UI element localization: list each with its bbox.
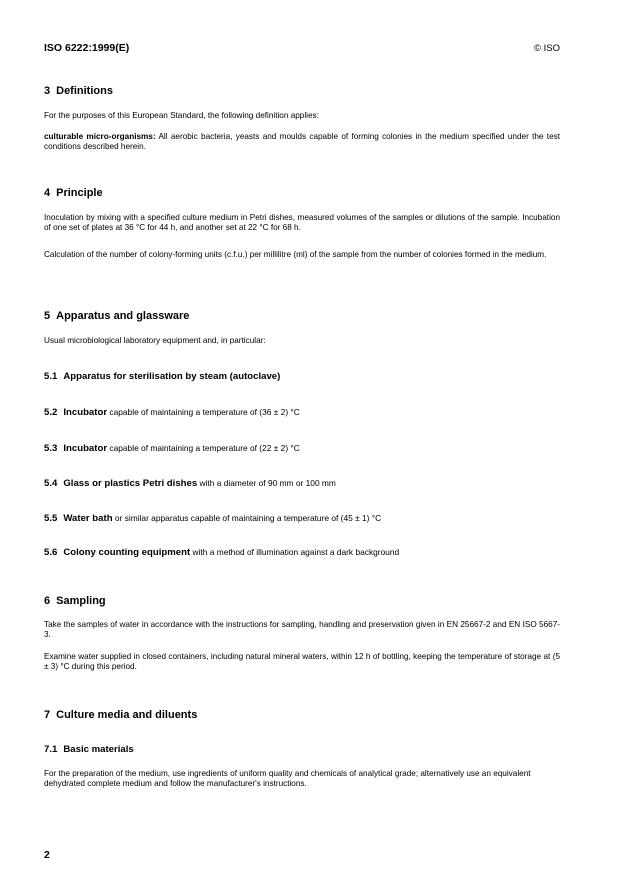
subsection-number: 7.1: [44, 744, 58, 755]
section-6-heading: [44, 595, 106, 607]
section-number: 4: [44, 187, 51, 199]
item-text: with a method of illumination against a dark background: [190, 547, 400, 557]
subsection-7-1-heading: [44, 744, 134, 755]
document-id: ISO 6222:1999(E): [44, 42, 130, 54]
page-number: 2: [44, 849, 50, 861]
item-number: 5.2: [44, 407, 58, 418]
defined-term: culturable micro-organisms:: [44, 132, 156, 141]
sampling-paragraph-2: Examine water supplied in closed containers, including natural mineral waters, within 12 h of bottling, keeping the temperature of storage at (5 ± 3) °C during this period.: [44, 652, 560, 672]
apparatus-intro: Usual microbiological laboratory equipment and, in particular:: [44, 336, 266, 345]
section-4-heading: [44, 187, 103, 199]
section-3-heading: [44, 85, 113, 97]
item-label: Colony counting equipment: [63, 547, 191, 558]
principle-paragraph-2: Calculation of the number of colony-forming units (c.f.u.) per millilitre (ml) of the sample from the number of colonies formed in the medium.: [44, 250, 547, 259]
item-number: 5.4: [44, 478, 58, 489]
section-title: Principle: [56, 187, 103, 199]
sampling-paragraph-1: Take the samples of water in accordance with the instructions for sampling, handling and preservation given in EN 25667-2 and EN ISO 5667-3.: [44, 620, 560, 640]
section-title: Sampling: [56, 595, 106, 607]
section-title: Definitions: [56, 85, 113, 97]
item-label: Incubator: [63, 407, 108, 418]
section-3-intro: For the purposes of this European Standard, the following definition applies:: [44, 111, 319, 120]
item-number: 5.1: [44, 371, 58, 382]
subsection-title: Basic materials: [63, 744, 134, 755]
item-label: Glass or plastics Petri dishes: [63, 478, 198, 489]
apparatus-item: [44, 371, 280, 382]
apparatus-item: [44, 443, 300, 454]
section-number: 5: [44, 310, 51, 322]
item-label: Incubator: [63, 443, 108, 454]
apparatus-item: [44, 407, 300, 418]
item-number: 5.5: [44, 513, 58, 524]
section-number: 6: [44, 595, 51, 607]
item-number: 5.3: [44, 443, 58, 454]
basic-materials-paragraph: For the preparation of the medium, use ingredients of uniform quality and chemicals of analytical grade; alternatively use an equivalent dehydrated complete medium and follow the manufacturer's instructions.: [44, 769, 531, 789]
item-label: Apparatus for sterilisation by steam (autoclave): [63, 371, 281, 382]
item-text: or similar apparatus capable of maintaining a temperature of (45 ± 1) °C: [112, 513, 382, 523]
principle-paragraph-1: Inoculation by mixing with a specified culture medium in Petri dishes, measured volumes of the samples or dilutions of the sample. Incubation of one set of plates at 36 °C for 44 h, and another set at 22 °C for 68 h.: [44, 213, 560, 233]
item-label: Water bath: [63, 513, 113, 524]
apparatus-item: [44, 547, 399, 558]
section-5-heading: [44, 310, 189, 322]
apparatus-item: [44, 478, 336, 489]
item-number: 5.6: [44, 547, 58, 558]
section-7-heading: [44, 709, 197, 721]
section-number: 7: [44, 709, 51, 721]
definition-paragraph: [44, 132, 560, 153]
definition-text: All aerobic bacteria, yeasts and moulds capable of forming colonies in the medium specified under the test conditions described herein.: [44, 132, 560, 152]
item-text: with a diameter of 90 mm or 100 mm: [197, 478, 336, 488]
copyright-notice: © ISO: [533, 43, 560, 54]
section-title: Culture media and diluents: [56, 709, 198, 721]
section-title: Apparatus and glassware: [56, 310, 190, 322]
section-number: 3: [44, 85, 51, 97]
apparatus-item: [44, 513, 381, 524]
item-text: capable of maintaining a temperature of (22 ± 2) °C: [107, 443, 300, 453]
item-text: capable of maintaining a temperature of (36 ± 2) °C: [107, 407, 300, 417]
